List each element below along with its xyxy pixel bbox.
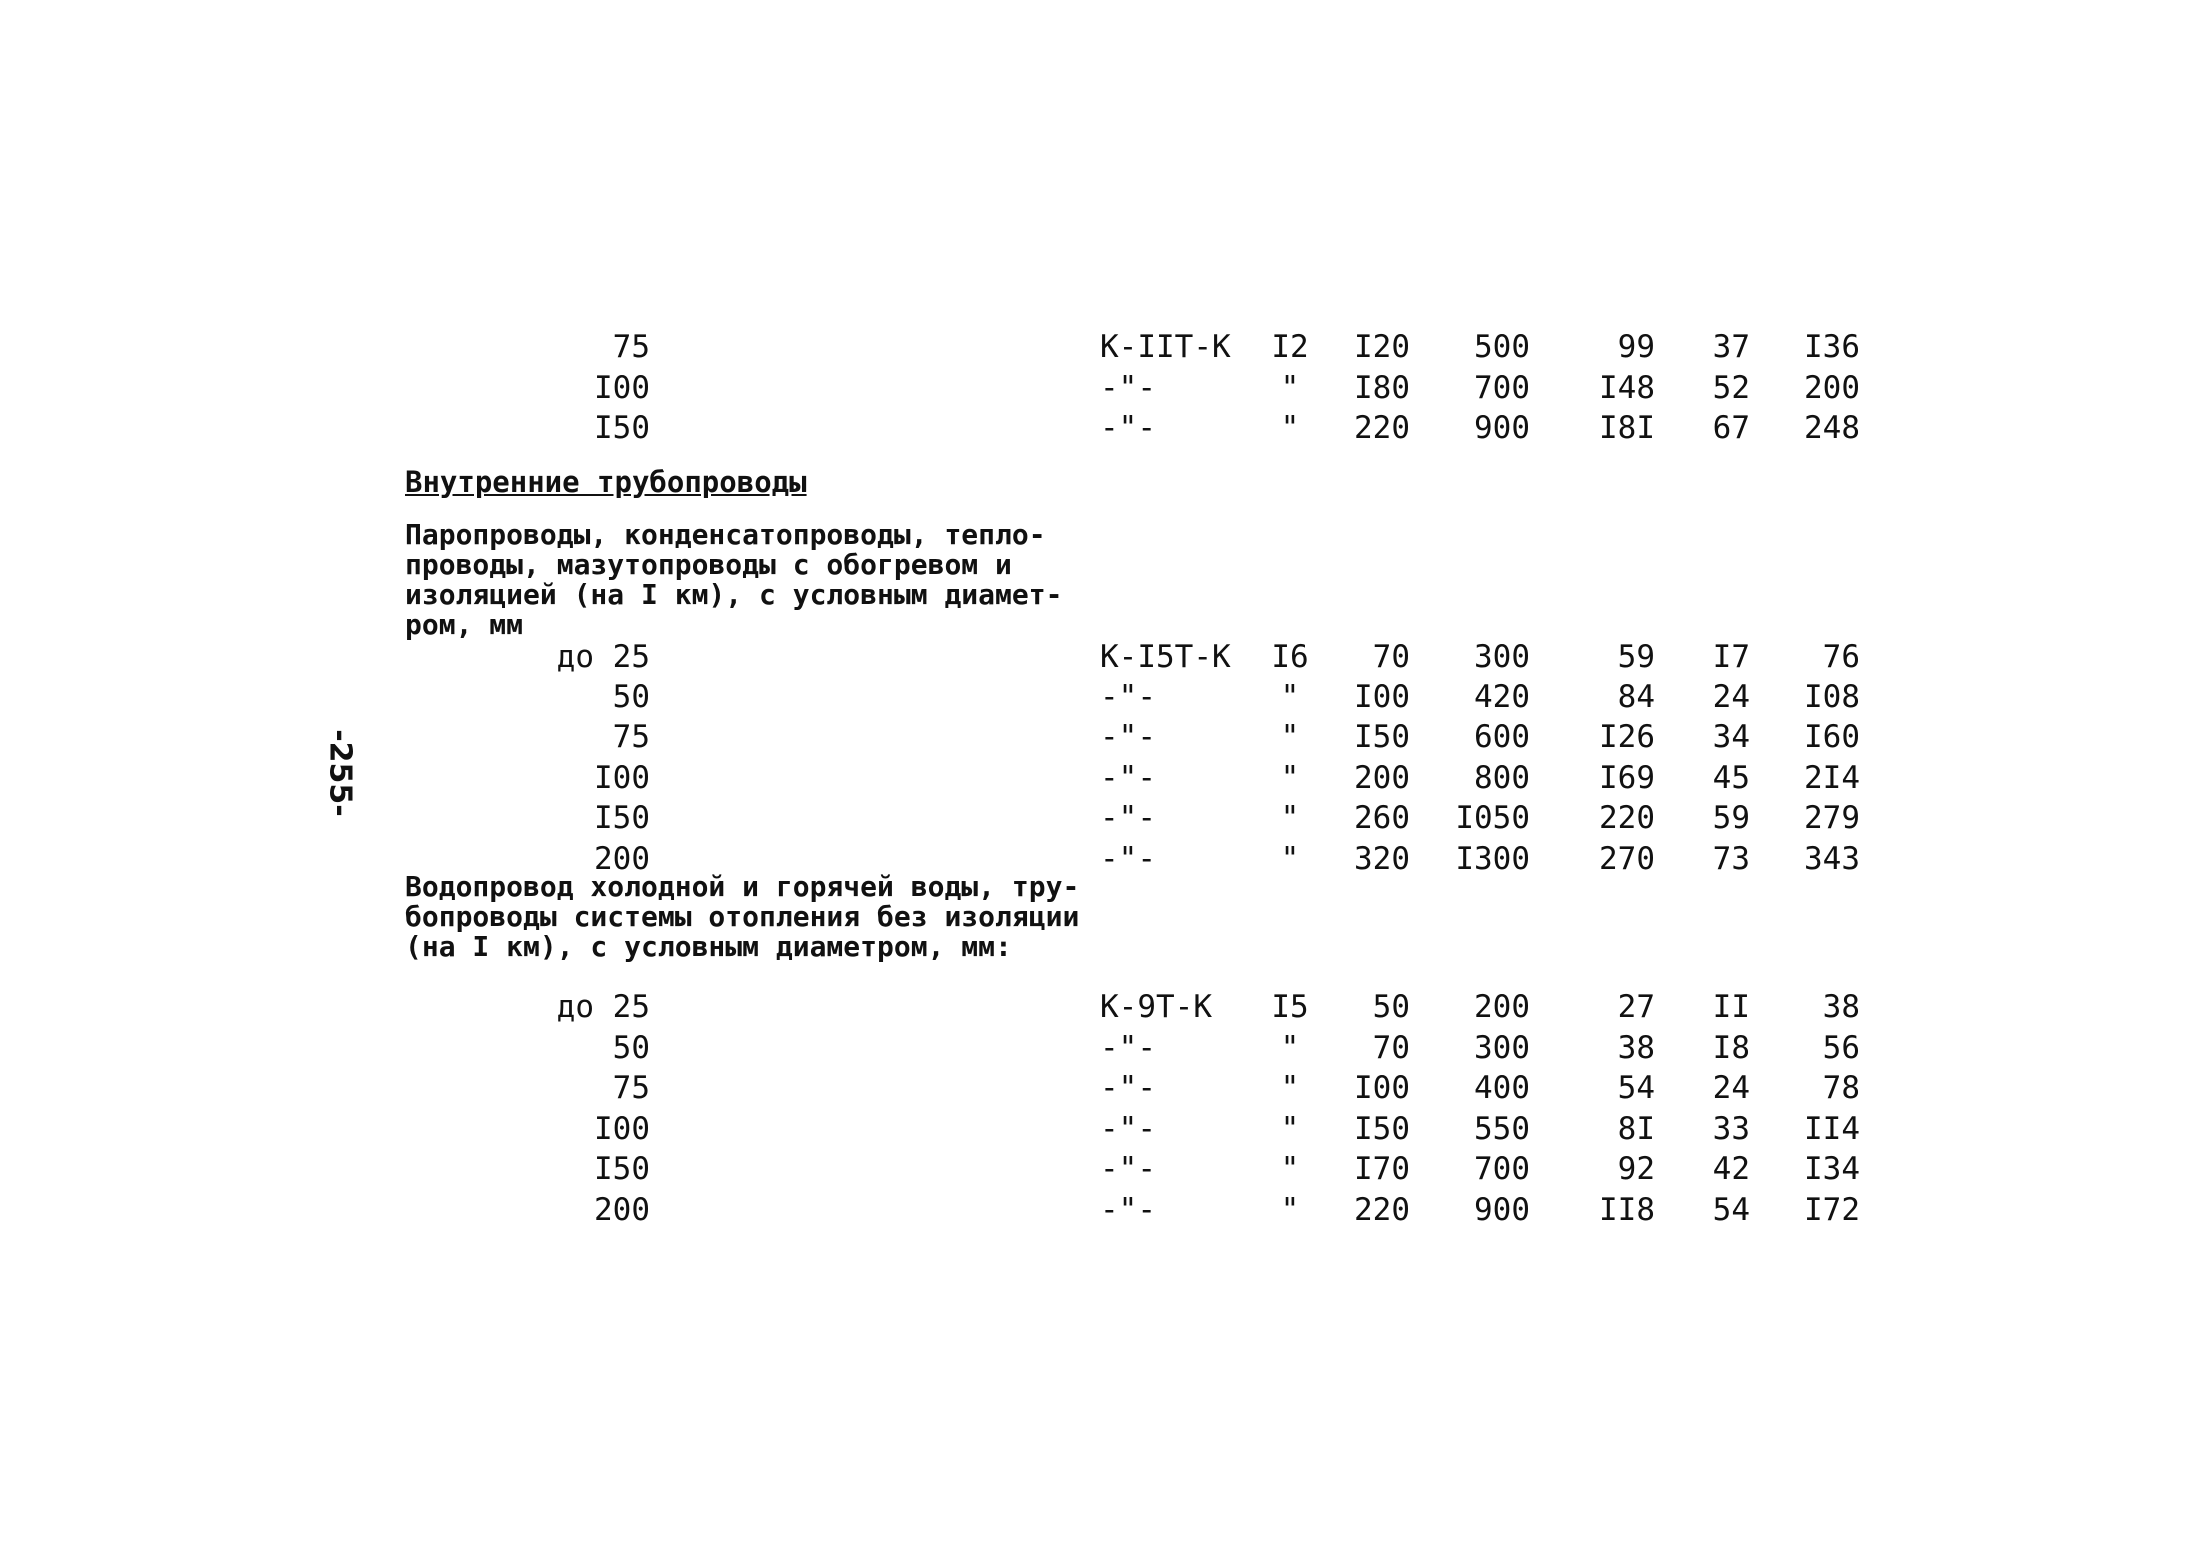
cell-cat: I2	[1271, 329, 1309, 365]
cell-c4: I7	[1712, 639, 1750, 675]
group-description	[405, 872, 1085, 962]
cell-c5: 200	[1804, 370, 1860, 406]
cell-c4: 33	[1712, 1111, 1750, 1147]
cell-cat: "	[1280, 760, 1300, 796]
section-heading: Внутренние трубопроводы	[405, 465, 807, 499]
cell-code: -"-	[1100, 1030, 1156, 1066]
cell-c3: I48	[1599, 370, 1655, 406]
cell-code: -"-	[1100, 719, 1156, 755]
cell-code: -"-	[1100, 760, 1156, 796]
cell-cat: I5	[1271, 989, 1309, 1025]
cell-c5: 248	[1804, 410, 1860, 446]
cell-cat: "	[1280, 370, 1300, 406]
cell-c1: I20	[1354, 329, 1410, 365]
cell-label: 200	[594, 841, 650, 877]
cell-c4: 54	[1712, 1192, 1750, 1228]
table-row	[0, 677, 2186, 717]
cell-c5: 279	[1804, 800, 1860, 836]
cell-c2: 800	[1474, 760, 1530, 796]
cell-c5: I08	[1804, 679, 1860, 715]
cell-c1: 220	[1354, 410, 1410, 446]
cell-c1: 220	[1354, 1192, 1410, 1228]
cell-cat: "	[1280, 1151, 1300, 1187]
table-row	[0, 368, 2186, 408]
cell-cat: "	[1280, 410, 1300, 446]
cell-cat: "	[1280, 800, 1300, 836]
cell-c2: I300	[1455, 841, 1530, 877]
cell-label: I50	[594, 1151, 650, 1187]
cell-c2: 900	[1474, 410, 1530, 446]
table-row	[0, 1109, 2186, 1149]
cell-c3: 270	[1599, 841, 1655, 877]
cell-c5: I34	[1804, 1151, 1860, 1187]
cell-c5: 56	[1822, 1030, 1860, 1066]
cell-label: I00	[594, 1111, 650, 1147]
cell-c2: 900	[1474, 1192, 1530, 1228]
cell-c3: I69	[1599, 760, 1655, 796]
cell-c1: I80	[1354, 370, 1410, 406]
cell-cat: "	[1280, 719, 1300, 755]
table-row	[0, 1190, 2186, 1230]
cell-c4: 34	[1712, 719, 1750, 755]
cell-c5: 38	[1822, 989, 1860, 1025]
cell-c4: II	[1712, 989, 1750, 1025]
table-row	[0, 408, 2186, 448]
cell-label: 75	[612, 719, 650, 755]
cell-cat: "	[1280, 841, 1300, 877]
table-row	[0, 327, 2186, 367]
cell-c1: 320	[1354, 841, 1410, 877]
cell-c3: 54	[1617, 1070, 1655, 1106]
cell-c2: 700	[1474, 370, 1530, 406]
cell-code: -"-	[1100, 1111, 1156, 1147]
cell-c2: 420	[1474, 679, 1530, 715]
cell-c3: 84	[1617, 679, 1655, 715]
cell-c1: 200	[1354, 760, 1410, 796]
cell-c5: I36	[1804, 329, 1860, 365]
cell-c3: 220	[1599, 800, 1655, 836]
cell-label: 200	[594, 1192, 650, 1228]
cell-c3: 27	[1617, 989, 1655, 1025]
cell-c3: 99	[1617, 329, 1655, 365]
cell-c4: I8	[1712, 1030, 1750, 1066]
cell-cat: "	[1280, 1111, 1300, 1147]
cell-c2: I050	[1455, 800, 1530, 836]
cell-c4: 52	[1712, 370, 1750, 406]
cell-c1: 70	[1372, 1030, 1410, 1066]
cell-c3: 59	[1617, 639, 1655, 675]
cell-c2: 600	[1474, 719, 1530, 755]
cell-c1: I70	[1354, 1151, 1410, 1187]
cell-c4: 45	[1712, 760, 1750, 796]
description-line: (на I км), с условным диаметром, мм:	[405, 930, 1012, 963]
cell-code: -"-	[1100, 370, 1156, 406]
cell-c5: I72	[1804, 1192, 1860, 1228]
cell-label: I00	[594, 760, 650, 796]
cell-c1: I00	[1354, 1070, 1410, 1106]
table-row	[0, 798, 2186, 838]
cell-code: К-I5Т-К	[1100, 639, 1231, 675]
cell-c5: 76	[1822, 639, 1860, 675]
cell-c2: 550	[1474, 1111, 1530, 1147]
description-line: Паропроводы, конденсатопроводы, тепло-	[405, 518, 1046, 551]
table-row	[0, 758, 2186, 798]
cell-c5: I60	[1804, 719, 1860, 755]
description-line: Водопровод холодной и горячей воды, тру-	[405, 870, 1080, 903]
cell-code: К-9Т-К	[1100, 989, 1212, 1025]
cell-c2: 200	[1474, 989, 1530, 1025]
description-line: изоляцией (на I км), с условным диамет-	[405, 578, 1063, 611]
cell-label: до 25	[556, 639, 650, 675]
cell-c4: 42	[1712, 1151, 1750, 1187]
cell-c4: 73	[1712, 841, 1750, 877]
cell-c3: I26	[1599, 719, 1655, 755]
cell-code: -"-	[1100, 679, 1156, 715]
table-row	[0, 1149, 2186, 1189]
cell-code: -"-	[1100, 410, 1156, 446]
cell-label: 50	[612, 679, 650, 715]
cell-c3: 8I	[1617, 1111, 1655, 1147]
cell-c2: 300	[1474, 639, 1530, 675]
cell-c5: II4	[1804, 1111, 1860, 1147]
cell-c2: 400	[1474, 1070, 1530, 1106]
cell-c1: 50	[1372, 989, 1410, 1025]
cell-code: -"-	[1100, 1151, 1156, 1187]
cell-label: I50	[594, 800, 650, 836]
cell-label: до 25	[556, 989, 650, 1025]
cell-c1: I00	[1354, 679, 1410, 715]
table-row	[0, 839, 2186, 879]
cell-cat: "	[1280, 1192, 1300, 1228]
cell-c4: 24	[1712, 1070, 1750, 1106]
cell-label: 75	[612, 1070, 650, 1106]
cell-c1: 260	[1354, 800, 1410, 836]
cell-c3: II8	[1599, 1192, 1655, 1228]
cell-code: -"-	[1100, 841, 1156, 877]
cell-cat: "	[1280, 1070, 1300, 1106]
group-description	[405, 520, 1085, 640]
cell-c4: 67	[1712, 410, 1750, 446]
cell-c4: 59	[1712, 800, 1750, 836]
page-number-text: -255-	[322, 729, 358, 817]
cell-c5: 2I4	[1804, 760, 1860, 796]
cell-code: -"-	[1100, 800, 1156, 836]
cell-c3: 92	[1617, 1151, 1655, 1187]
table-row	[0, 987, 2186, 1027]
cell-c5: 78	[1822, 1070, 1860, 1106]
cell-cat: "	[1280, 679, 1300, 715]
cell-c2: 700	[1474, 1151, 1530, 1187]
cell-c5: 343	[1804, 841, 1860, 877]
cell-code: -"-	[1100, 1070, 1156, 1106]
cell-c2: 500	[1474, 329, 1530, 365]
cell-label: 75	[612, 329, 650, 365]
cell-c2: 300	[1474, 1030, 1530, 1066]
table-row	[0, 717, 2186, 757]
cell-c3: I8I	[1599, 410, 1655, 446]
cell-cat: I6	[1271, 639, 1309, 675]
description-line: бопроводы системы отопления без изоляции	[405, 900, 1080, 933]
cell-c1: 70	[1372, 639, 1410, 675]
cell-label: I50	[594, 410, 650, 446]
cell-label: I00	[594, 370, 650, 406]
description-line: ром, мм	[405, 608, 524, 641]
cell-cat: "	[1280, 1030, 1300, 1066]
cell-label: 50	[612, 1030, 650, 1066]
cell-c1: I50	[1354, 1111, 1410, 1147]
cell-c4: 37	[1712, 329, 1750, 365]
description-line: проводы, мазутопроводы с обогревом и	[405, 548, 1012, 581]
table-row	[0, 637, 2186, 677]
cell-c3: 38	[1617, 1030, 1655, 1066]
table-row	[0, 1068, 2186, 1108]
table-row	[0, 1028, 2186, 1068]
cell-c4: 24	[1712, 679, 1750, 715]
cell-code: -"-	[1100, 1192, 1156, 1228]
cell-c1: I50	[1354, 719, 1410, 755]
cell-code: К-IIТ-К	[1100, 329, 1231, 365]
